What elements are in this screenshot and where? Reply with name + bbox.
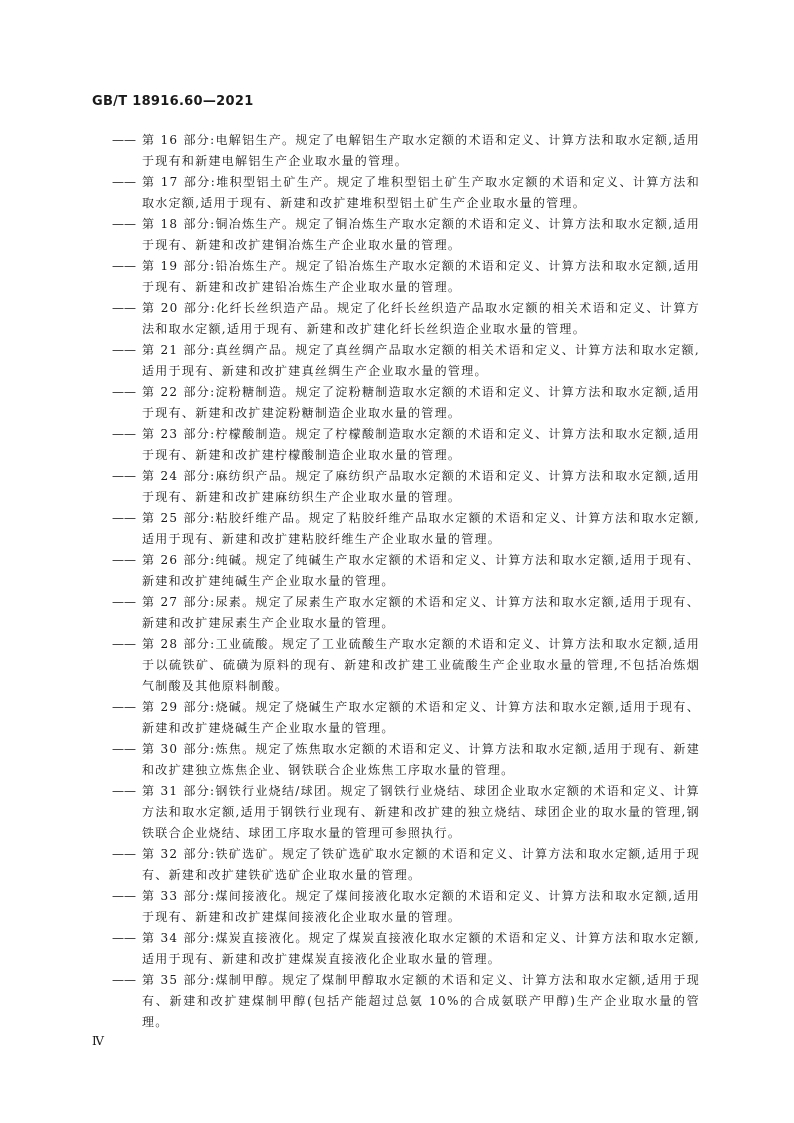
dash-marker: —— xyxy=(112,175,136,189)
list-item-text: 第 26 部分:纯碱。规定了纯碱生产取水定额的术语和定义、计算方法和取水定额,适用于现有、新建和改扩建纯碱生产企业取水量的管理。 xyxy=(142,553,700,588)
dash-marker: —— xyxy=(112,343,136,357)
list-item-text: 第 32 部分:铁矿选矿。规定了铁矿选矿取水定额的术语和定义、计算方法和取水定额,适用于现有、新建和改扩建铁矿选矿企业取水量的管理。 xyxy=(142,847,700,882)
dash-marker: —— xyxy=(112,553,136,567)
list-item-text: 第 21 部分:真丝绸产品。规定了真丝绸产品取水定额的相关术语和定义、计算方法和取水定额,适用于现有、新建和改扩建真丝绸生产企业取水量的管理。 xyxy=(142,343,700,378)
dash-marker: —— xyxy=(112,385,136,399)
dash-marker: —— xyxy=(112,973,136,987)
dash-marker: —— xyxy=(112,217,136,231)
list-item xyxy=(112,340,700,382)
list-item xyxy=(112,298,700,340)
list-item xyxy=(112,697,700,739)
list-item xyxy=(112,886,700,928)
list-item xyxy=(112,634,700,697)
list-item xyxy=(112,130,700,172)
dash-marker: —— xyxy=(112,427,136,441)
list-item xyxy=(112,739,700,781)
list-item-text: 第 24 部分:麻纺织产品。规定了麻纺织产品取水定额的术语和定义、计算方法和取水定额,适用于现有、新建和改扩建麻纺织生产企业取水量的管理。 xyxy=(142,469,700,504)
list-item xyxy=(112,466,700,508)
dash-marker: —— xyxy=(112,259,136,273)
dash-marker: —— xyxy=(112,595,136,609)
list-item-text: 第 31 部分:钢铁行业烧结/球团。规定了钢铁行业烧结、球团企业取水定额的术语和定义、计算方法和取水定额,适用于钢铁行业现有、新建和改扩建的独立烧结、球团企业的取水量的管理,钢铁联合企业烧结、球团工序取水量的管理可参照执行。 xyxy=(142,784,700,840)
list-item-text: 第 16 部分:电解铝生产。规定了电解铝生产取水定额的术语和定义、计算方法和取水定额,适用于现有和新建电解铝生产企业取水量的管理。 xyxy=(142,133,700,168)
dash-marker: —— xyxy=(112,931,136,945)
list-item xyxy=(112,550,700,592)
dash-marker: —— xyxy=(112,469,136,483)
list-item xyxy=(112,508,700,550)
list-item-text: 第 18 部分:铜冶炼生产。规定了铜冶炼生产取水定额的术语和定义、计算方法和取水定额,适用于现有、新建和改扩建铜冶炼生产企业取水量的管理。 xyxy=(142,217,700,252)
list-item-text: 第 20 部分:化纤长丝织造产品。规定了化纤长丝织造产品取水定额的相关术语和定义、计算方法和取水定额,适用于现有、新建和改扩建化纤长丝织造企业取水量的管理。 xyxy=(142,301,700,336)
list-item xyxy=(112,970,700,1033)
list-item xyxy=(112,592,700,634)
list-item-text: 第 28 部分:工业硫酸。规定了工业硫酸生产取水定额的术语和定义、计算方法和取水定额,适用于以硫铁矿、硫磺为原料的现有、新建和改扩建工业硫酸生产企业取水量的管理,不包括冶炼烟气制酸及其他原料制酸。 xyxy=(142,637,700,693)
list-item xyxy=(112,256,700,298)
list-item-text: 第 27 部分:尿素。规定了尿素生产取水定额的术语和定义、计算方法和取水定额,适用于现有、新建和改扩建尿素生产企业取水量的管理。 xyxy=(142,595,700,630)
list-item xyxy=(112,214,700,256)
list-item-text: 第 33 部分:煤间接液化。规定了煤间接液化取水定额的术语和定义、计算方法和取水定额,适用于现有、新建和改扩建煤间接液化企业取水量的管理。 xyxy=(142,889,700,924)
list-item-text: 第 30 部分:炼焦。规定了炼焦取水定额的术语和定义、计算方法和取水定额,适用于现有、新建和改扩建独立炼焦企业、钢铁联合企业炼焦工序取水量的管理。 xyxy=(142,742,700,777)
page-number: Ⅳ xyxy=(92,1034,104,1048)
dash-marker: —— xyxy=(112,847,136,861)
list-item-text: 第 25 部分:粘胶纤维产品。规定了粘胶纤维产品取水定额的术语和定义、计算方法和取水定额,适用于现有、新建和改扩建粘胶纤维生产企业取水量的管理。 xyxy=(142,511,700,546)
list-item-text: 第 35 部分:煤制甲醇。规定了煤制甲醇取水定额的术语和定义、计算方法和取水定额,适用于现有、新建和改扩建煤制甲醇(包括产能超过总氨 10%的合成氨联产甲醇)生产企业取水量的管理。 xyxy=(142,973,700,1029)
dash-marker: —— xyxy=(112,889,136,903)
list-item-text: 第 29 部分:烧碱。规定了烧碱生产取水定额的术语和定义、计算方法和取水定额,适用于现有、新建和改扩建烧碱生产企业取水量的管理。 xyxy=(142,700,700,735)
list-item-text: 第 34 部分:煤炭直接液化。规定了煤炭直接液化取水定额的术语和定义、计算方法和取水定额,适用于现有、新建和改扩建煤炭直接液化企业取水量的管理。 xyxy=(142,931,700,966)
dash-marker: —— xyxy=(112,700,136,714)
standard-number: GB/T 18916.60—2021 xyxy=(92,94,254,109)
list-item-text: 第 22 部分:淀粉糖制造。规定了淀粉糖制造取水定额的术语和定义、计算方法和取水定额,适用于现有、新建和改扩建淀粉糖制造企业取水量的管理。 xyxy=(142,385,700,420)
list-item-text: 第 23 部分:柠檬酸制造。规定了柠檬酸制造取水定额的术语和定义、计算方法和取水定额,适用于现有、新建和改扩建柠檬酸制造企业取水量的管理。 xyxy=(142,427,700,462)
list-item xyxy=(112,424,700,466)
dash-marker: —— xyxy=(112,637,136,651)
list-item xyxy=(112,382,700,424)
list-item-text: 第 17 部分:堆积型铝土矿生产。规定了堆积型铝土矿生产取水定额的术语和定义、计算方法和取水定额,适用于现有、新建和改扩建堆积型铝土矿生产企业取水量的管理。 xyxy=(142,175,700,210)
list-item-text: 第 19 部分:铅冶炼生产。规定了铅冶炼生产取水定额的术语和定义、计算方法和取水定额,适用于现有、新建和改扩建铅冶炼生产企业取水量的管理。 xyxy=(142,259,700,294)
dash-marker: —— xyxy=(112,511,136,525)
list-item xyxy=(112,928,700,970)
dash-marker: —— xyxy=(112,301,136,315)
dash-marker: —— xyxy=(112,784,136,798)
dash-marker: —— xyxy=(112,742,136,756)
parts-list xyxy=(112,130,700,1033)
list-item xyxy=(112,172,700,214)
list-item xyxy=(112,781,700,844)
dash-marker: —— xyxy=(112,133,136,147)
list-item xyxy=(112,844,700,886)
